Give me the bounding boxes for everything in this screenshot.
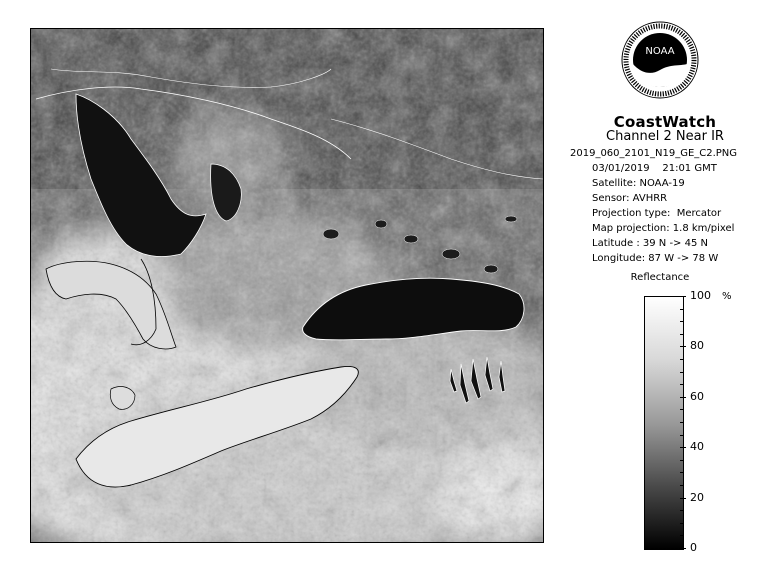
legend-tick-label: 40	[690, 440, 704, 454]
logo-text: NOAA	[645, 46, 675, 57]
legend-tick-label: 20	[690, 490, 704, 504]
legend-minor-tick	[680, 359, 683, 360]
legend-tick-mark	[680, 447, 686, 448]
legend-tick-mark	[680, 397, 686, 398]
filename-label: 2019_060_2101_N19_GE_C2.PNG	[570, 148, 738, 159]
projection-type-label: Projection type: Mercator	[592, 208, 722, 219]
legend-minor-tick	[680, 321, 683, 322]
map-projection-label: Map projection: 1.8 km/pixel	[592, 223, 735, 234]
legend-unit: %	[722, 291, 732, 302]
legend-minor-tick	[680, 409, 683, 410]
legend-tick-label: 100	[690, 289, 711, 302]
legend-minor-tick	[680, 334, 683, 335]
legend-minor-tick	[680, 384, 683, 385]
satellite-label: Satellite: NOAA-19	[592, 178, 685, 189]
colorbar-gradient	[644, 296, 684, 550]
channel-title: Channel 2 Near IR	[606, 129, 724, 144]
legend-title: Reflectance	[630, 272, 690, 283]
sensor-label: Sensor: AVHRR	[592, 193, 668, 204]
satellite-image	[30, 28, 544, 543]
latitude-label: Latitude : 39 N -> 45 N	[592, 238, 708, 249]
legend-tick-mark	[680, 548, 686, 549]
legend-tick-label: 60	[690, 389, 704, 403]
legend-minor-tick	[680, 460, 683, 461]
legend-tick-label: 0	[690, 541, 697, 554]
longitude-label: Longitude: 87 W -> 78 W	[592, 253, 719, 264]
brand-title: CoastWatch	[613, 113, 717, 131]
legend-minor-tick	[680, 472, 683, 473]
reflectance-colorbar	[644, 296, 684, 550]
legend-tick-mark	[680, 498, 686, 499]
legend-minor-tick	[680, 309, 683, 310]
legend-minor-tick	[680, 535, 683, 536]
datetime-label: 03/01/2019 21:01 GMT	[592, 163, 717, 174]
legend-minor-tick	[680, 485, 683, 486]
legend-minor-tick	[680, 435, 683, 436]
noaa-logo	[620, 20, 700, 100]
legend-tick-label: 80	[690, 339, 704, 353]
legend-tick-mark	[680, 296, 686, 297]
legend-minor-tick	[680, 422, 683, 423]
legend-minor-tick	[680, 510, 683, 511]
legend-minor-tick	[680, 372, 683, 373]
legend-tick-mark	[680, 346, 686, 347]
legend-minor-tick	[680, 523, 683, 524]
